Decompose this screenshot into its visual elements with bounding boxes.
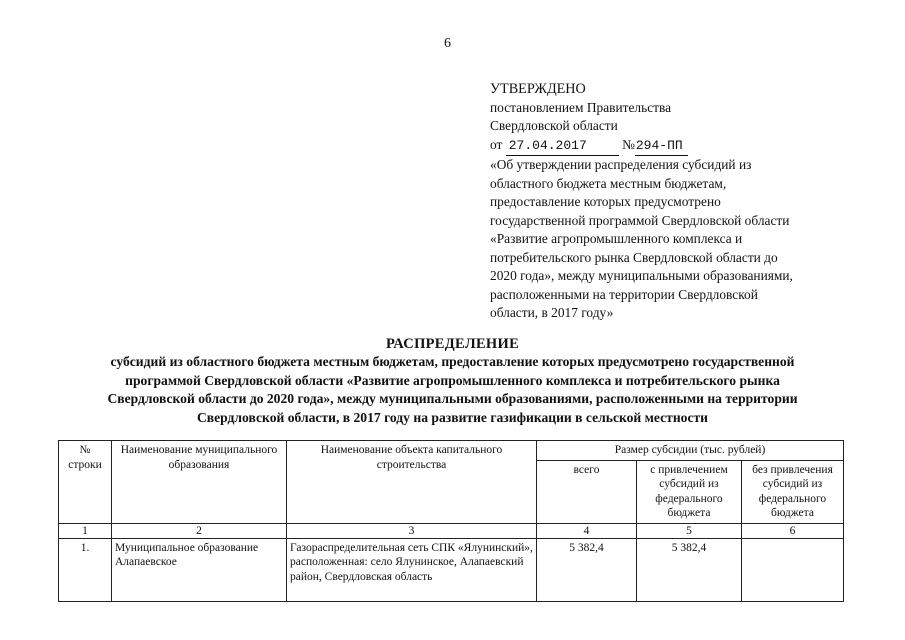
document-subtitle-line: Свердловской области, в 2017 году на развитие газификации в сельской местности bbox=[196, 409, 709, 425]
header-without-federal: без привлечения субсидий из федерального бюджета bbox=[742, 460, 844, 523]
document-title: РАСПРЕДЕЛЕНИЕ bbox=[385, 336, 520, 352]
cell-without-federal bbox=[742, 538, 844, 601]
header-total: всего bbox=[537, 460, 637, 523]
column-numbers-row bbox=[59, 523, 844, 538]
document-title-block bbox=[30, 335, 875, 427]
column-number: 4 bbox=[537, 523, 637, 538]
header-subsidy: Размер субсидии (тыс. рублей) bbox=[537, 441, 844, 461]
subsidy-table bbox=[58, 440, 844, 602]
header-municipality: Наименование муниципального образования bbox=[112, 441, 287, 524]
resolution-line: государственной программой Свердловской области bbox=[490, 212, 790, 228]
column-number: 3 bbox=[287, 523, 537, 538]
resolution-line: расположенными на территории Свердловской bbox=[490, 286, 758, 302]
cell-total: 5 382,4 bbox=[537, 538, 637, 601]
number-prefix: № bbox=[622, 136, 635, 152]
date-prefix: от bbox=[490, 136, 503, 152]
document-subtitle-line: субсидий из областного бюджета местным бюджетам, предоставление которых предусмотрено государственной bbox=[110, 354, 795, 369]
approval-date-line bbox=[490, 136, 850, 157]
document-subtitle-line: программой Свердловской области «Развитие агропромышленного комплекса и потребительского рынка bbox=[125, 372, 780, 388]
header-with-federal: с привлечением субсидий из федерального бюджета bbox=[637, 460, 742, 523]
approval-stamp bbox=[490, 80, 850, 323]
document-subtitle-line: Свердловской области до 2020 года», между муниципальными образованиями, расположенными на территории bbox=[107, 391, 798, 407]
resolution-line: предоставление которых предусмотрено bbox=[490, 194, 721, 209]
table-row bbox=[59, 538, 844, 601]
subsidy-table-wrapper bbox=[58, 440, 844, 602]
resolution-line: «Об утверждении распределения субсидий из bbox=[490, 157, 752, 172]
resolution-line: области, в 2017 году» bbox=[490, 305, 614, 320]
column-number: 6 bbox=[742, 523, 844, 538]
header-object: Наименование объекта капитального строительства bbox=[287, 441, 537, 524]
cell-object: Газораспределительная сеть СПК «Ялунинский», расположенная: село Ялунинское, Алапаевский район, Свердловская область bbox=[287, 538, 537, 601]
column-number: 1 bbox=[59, 523, 112, 538]
approval-heading: УТВЕРЖДЕНО bbox=[490, 81, 586, 97]
resolution-line: 2020 года», между муниципальными образованиями, bbox=[490, 268, 793, 283]
table-header-row bbox=[59, 441, 844, 461]
cell-with-federal: 5 382,4 bbox=[637, 538, 742, 601]
column-number: 2 bbox=[112, 523, 287, 538]
cell-municipality: Муниципальное образование Алапаевское bbox=[112, 538, 287, 601]
column-number: 5 bbox=[637, 523, 742, 538]
approval-line: постановлением Правительства bbox=[490, 99, 672, 115]
cell-row-number: 1. bbox=[59, 538, 112, 601]
approval-line: Свердловской области bbox=[490, 118, 618, 133]
header-row-number: № строки bbox=[59, 441, 112, 524]
resolution-line: областного бюджета местным бюджетам, bbox=[490, 175, 727, 191]
resolution-line: потребительского рынка Свердловской области до bbox=[490, 249, 778, 265]
page-number: 6 bbox=[444, 36, 451, 51]
approval-number: 294-ПП bbox=[635, 137, 688, 157]
approval-date: 27.04.2017 bbox=[506, 137, 619, 157]
resolution-line: «Развитие агропромышленного комплекса и bbox=[490, 231, 743, 246]
